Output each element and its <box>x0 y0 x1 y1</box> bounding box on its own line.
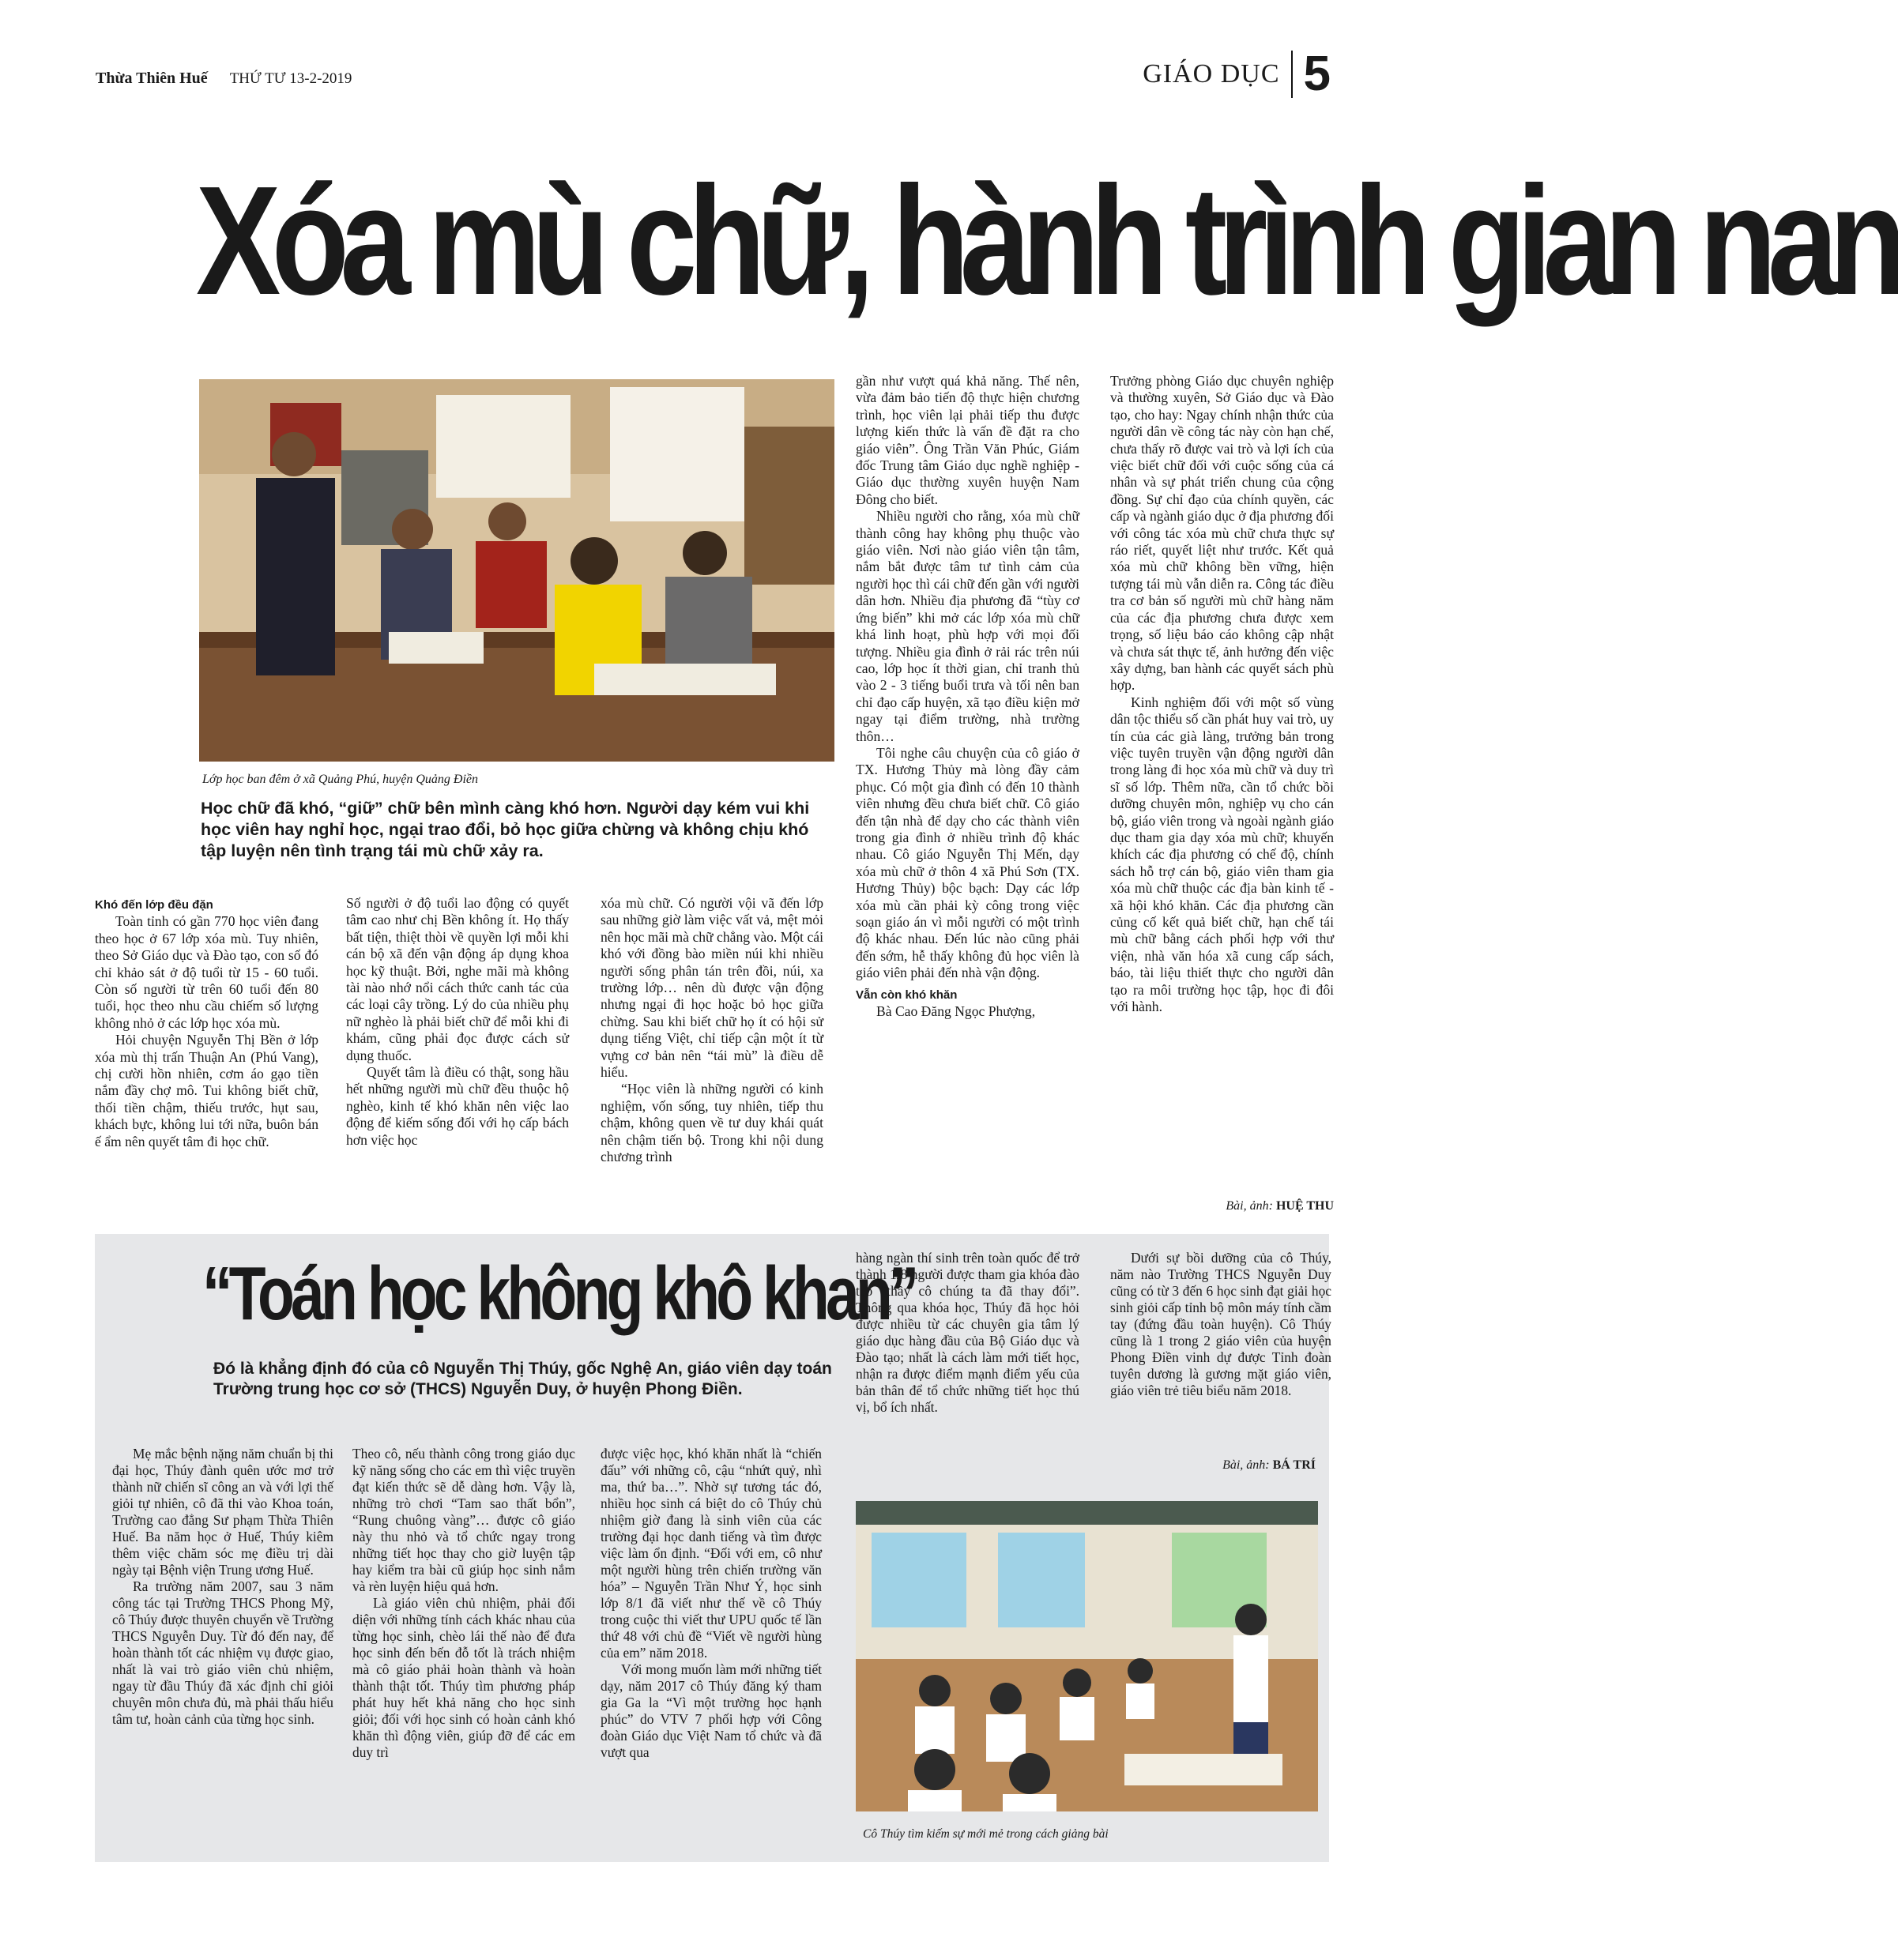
article1-headline: Xóa mù chữ, hành trình gian nan <box>196 154 1898 327</box>
subheading: Khó đến lớp đều đặn <box>95 898 213 912</box>
article1-photo-caption: Lớp học ban đêm ở xã Quảng Phú, huyện Quảng Điền <box>202 773 479 786</box>
article1-column-2 <box>346 895 569 1221</box>
article1-column-4 <box>856 373 1079 1221</box>
article2-column-3 <box>601 1446 822 1845</box>
paper-name: Thừa Thiên Huế <box>96 70 208 87</box>
article1-column-5 <box>1110 373 1334 1197</box>
section-header <box>1143 46 1331 102</box>
paragraph: Nhiều người cho rằng, xóa mù chữ thành công hay không phụ thuộc vào giáo viên. Nơi nào giáo viên tận tâm, nắm bắt được tâm tư tình cảm của người học thì cái chữ đến gần với người dân hơn. Nhiều địa phương đã “tùy cơ ứng biến” khi mở các lớp xóa mù chữ khá linh hoạt, phù hợp với mọi đối tượng. Nhiều gia đình ở rải rác trên núi cao, lớp học ít thời gian, chỉ tranh thủ vào 2 - 3 tiếng buổi trưa và tối nên ban chỉ đạo cấp huyện, xã tạo điều kiện mở ngay tại điểm trường, nhà trường thôn… <box>856 508 1079 744</box>
paragraph: xóa mù chữ. Có người vội vã đến lớp sau những giờ làm việc vất vả, mệt mỏi nên học mãi mà chữ chẳng vào. Một cái khó với đồng bào miền núi khi nhiều người sống phân tán trên đồi, núi, xa trường lớp… nên dù được vận động nhưng ngại đi học hoặc bỏ học giữa chừng. Sau khi biết chữ họ ít có hội sử dụng tiếng Việt, chỉ tiếp cận một ít từ vựng cơ bản nên “tái mù” là điều dễ hiểu. <box>601 895 823 1081</box>
paragraph: Mẹ mắc bệnh nặng năm chuẩn bị thi đại học, Thúy đành quên ước mơ trở thành nữ chiến sĩ công an và với lợi thế giỏi tự nhiên, cô đã thi vào Khoa toán, Trường cao đẳng Sư phạm Thừa Thiên Huế. Ba năm học ở Huế, Thúy kiêm thêm việc chăm sóc mẹ điều trị dài ngày tại Bệnh viện Trung ương Huế. <box>112 1446 333 1578</box>
article2-photo-caption: Cô Thúy tìm kiếm sự mới mẻ trong cách giảng bài <box>863 1827 1109 1841</box>
article2-column-4 <box>856 1250 1079 1483</box>
paragraph: Ra trường năm 2007, sau 3 năm công tác tại Trường THCS Phong Mỹ, cô Thúy được thuyên chuyển về Trường THCS Nguyễn Duy. Từ đó đến nay, để hoàn thành tốt các nhiệm vụ được giao, nhất là vai trò giáo viên chủ nhiệm, ngay từ đầu Thúy đã xác định chỉ giỏi chuyên môn chưa đủ, mà phải thấu hiểu tâm tư, hoàn cảnh của từng học sinh. <box>112 1578 333 1727</box>
paragraph: hàng ngàn thí sinh trên toàn quốc để trở thành 1/8 người được tham gia khóa đào tạo “thầy cô chúng ta đã thay đổi”. Thông qua khóa học, Thúy đã học hỏi được nhiều từ các chuyên gia tâm lý giáo dục hàng đầu của Bộ Giáo dục và Đào tạo; nhất là cách làm mới tiết học, nhận ra được điểm mạnh điểm yếu của bản thân để tổ chức những tiết học thú vị, bổ ích nhất. <box>856 1250 1079 1415</box>
section-divider <box>1291 51 1293 98</box>
paragraph: “Học viên là những người có kinh nghiệm, vốn sống, tuy nhiên, tiếp thu chậm, không quen về tư duy khái quát nên chậm tiến bộ. Trong khi nội dung chương trình <box>601 1081 823 1165</box>
article2-column-2 <box>352 1446 575 1845</box>
paragraph: được việc học, khó khăn nhất là “chiến đấu” với những cô, cậu “nhứt quỷ, nhì ma, thứ ba…”. Nhờ sự tương tác đó, nhiều học sinh cá biệt do cô Thúy chủ nhiệm giờ đang là sinh viên của các trường đại học danh tiếng và tìm được việc làm ổn định. “Đối với em, cô như một người hùng trên chiến trường văn hóa” – Nguyễn Trần Như Ý, học sinh lớp 8/1 đã viết như thế về cô Thúy trong cuộc thi viết thư UPU quốc tế lần thứ 48 với chủ đề “Viết về người hùng của em” năm 2018. <box>601 1446 822 1661</box>
paragraph: Dưới sự bồi dưỡng của cô Thúy, năm nào Trường THCS Nguyễn Duy cũng có từ 3 đến 6 học sinh đạt giải học sinh giỏi cấp tỉnh bộ môn máy tính cầm tay (đứng đầu toàn huyện). Cô Thúy cũng là 1 trong 2 giáo viên của huyện Phong Điền vinh dự được Tỉnh đoàn tuyên dương là gương mặt giáo viên, giáo viên trẻ tiêu biểu năm 2018. <box>1110 1250 1331 1398</box>
article1-byline <box>1110 1199 1334 1213</box>
masthead <box>96 70 352 88</box>
byline-label: Bài, ảnh: <box>1222 1458 1270 1472</box>
article1-photo <box>199 379 834 762</box>
article1-lead: Học chữ đã khó, “giữ” chữ bên mình càng khó hơn. Người dạy kém vui khi học viên hay nghỉ học, ngại trao đổi, bỏ học giữa chừng và không chịu khó tập luyện nên tình trạng tái mù chữ xảy ra. <box>201 799 810 860</box>
issue-date: THỨ TƯ 13-2-2019 <box>229 70 352 87</box>
night-class-illustration <box>199 379 834 762</box>
paragraph: Quyết tâm là điều có thật, song hầu hết những người mù chữ đều thuộc hộ nghèo, kinh tế khó khăn nên việc lao động để kiếm sống đối với họ cấp bách hơn việc học <box>346 1064 569 1148</box>
article2-lead: Đó là khẳng định đó của cô Nguyễn Thị Thúy, gốc Nghệ An, giáo viên dạy toán Trường trung học cơ sở (THCS) Nguyễn Duy, ở huyện Phong Điền. <box>213 1360 832 1398</box>
paragraph: Là giáo viên chủ nhiệm, phải đối diện với những tính cách khác nhau của từng học sinh, chèo lái thế nào để đưa học sinh đến bến đỗ tốt là trách nhiệm mà cô giáo phải hoàn thành và hoàn thành thật tốt. Thúy tìm phương pháp phát huy hết khả năng cho học sinh giỏi; đối với học sinh có hoàn cảnh khó khăn thì động viên, giúp đỡ để các em duy trì <box>352 1595 575 1760</box>
paragraph: Theo cô, nếu thành công trong giáo dục kỹ năng sống cho các em thì việc truyền đạt kiến thức sẽ dễ dàng hơn. Vậy là, những trò chơi “Tam sao thất bổn”, “Rung chuông vàng”… được cô giáo này thu nhỏ và tổ chức ngay trong những tiết học thay cho giờ luyện tập hay kiểm tra bài cũ giúp học sinh nắm và rèn luyện hiệu quả hơn. <box>352 1446 575 1594</box>
classroom-illustration <box>856 1501 1318 1811</box>
page-number: 5 <box>1303 47 1331 101</box>
subheading: Vẫn còn khó khăn <box>856 988 958 1002</box>
paragraph: Với mong muốn làm mới những tiết dạy, năm 2017 cô Thúy đăng ký tham gia Ga la “Vì một trường học hạnh phúc” do VTV 7 phối hợp với Công đoàn Giáo dục Việt Nam tổ chức và đã vượt qua <box>601 1661 822 1760</box>
article1-column-1 <box>95 897 318 1221</box>
paragraph: Toàn tỉnh có gần 770 học viên đang theo học ở 67 lớp xóa mù. Tuy nhiên, theo Sở Giáo dục và Đào tạo, con số đó chỉ khảo sát ở độ tuổi từ 15 - 60 tuổi. Còn số người từ trên 60 tuổi đến 80 tuổi, học theo nhu cầu chiếm số lượng không nhỏ ở các lớp học xóa mù. <box>95 913 318 1031</box>
article2-photo <box>856 1501 1318 1811</box>
byline-author: BÁ TRÍ <box>1272 1458 1316 1472</box>
byline-label: Bài, ảnh: <box>1226 1199 1273 1213</box>
article2-headline: “Toán học không khô khan” <box>202 1251 916 1336</box>
article1-column-3 <box>601 895 823 1221</box>
paragraph: Tôi nghe câu chuyện của cô giáo ở TX. Hương Thủy mà lòng đầy cảm phục. Có một gia đình có đến 10 thành viên nhưng đều chưa biết chữ. Cô giáo đến tận nhà để dạy cho các thành viên trong gia đình ở nhiều trình độ khác nhau. Cô giáo Nguyễn Thị Mến, dạy xóa mù chữ ở thôn 4 xã Phú Sơn (TX. Hương Thủy) bộc bạch: Dạy các lớp xóa mù cần phải kỳ công trong việc soạn giáo án vì mỗi người có một trình độ khác nhau. Đến lúc nào cũng phải đến sớm, hễ thấy không đủ học viên là giáo viên phải đến nhà vận động. <box>856 744 1079 981</box>
paragraph: Hỏi chuyện Nguyễn Thị Bền ở lớp xóa mù thị trấn Thuận An (Phú Vang), chị cười hồn nhiên, cơm áo gạo tiền nắm đầy chợ mô. Tui không biết chữ, thối tiền chậm, thiếu trước, hụt sau, khách bực, không lui tới nữa, buôn bán ế ẩm nên quyết tâm đi học chữ. <box>95 1032 318 1149</box>
paragraph: Trưởng phòng Giáo dục chuyên nghiệp và thường xuyên, Sở Giáo dục và Đào tạo, cho hay: Ngay chính nhận thức của người dân về công tác này còn hạn chế, chưa thấy rõ được vai trò và lợi ích của việc biết chữ đối với cuộc sống của cá nhân và sự phát triển chung của cộng đồng. Sự chỉ đạo của chính quyền, các cấp và ngành giáo dục ở địa phương đối với công tác xóa mù chữ chưa thực sự ráo riết, quyết liệt như trước. Kết quả xóa mù chữ không bền vững, hiện tượng tái mù vẫn diễn ra. Công tác điều tra cơ bản số người mù chữ hàng năm của các địa phương chưa được xem trọng, số liệu báo cáo không cập nhật và chưa sát thực tế, ảnh hưởng đến việc xây dựng, ban hành các quyết sách phù hợp. <box>1110 373 1334 694</box>
article2-byline <box>1110 1458 1316 1473</box>
section-name: GIÁO DỤC <box>1143 58 1280 88</box>
article2-column-5 <box>1110 1250 1331 1462</box>
paragraph: Số người ở độ tuổi lao động có quyết tâm cao như chị Bền không ít. Họ thấy bất tiện, thiệt thòi về quyền lợi mỗi khi cán bộ xã đến vận động áp dụng khoa học kỹ thuật. Bởi, nghe mãi mà không tài nào nhớ nổi cách thức canh tác của các loại cây trồng. Lý do của nhiều phụ nữ nghèo là phải biết chữ để mỗi khi đi khám, cũng phải đọc được cách sử dụng thuốc. <box>346 895 569 1063</box>
paragraph: gần như vượt quá khả năng. Thế nên, vừa đảm bảo tiến độ thực hiện chương trình, học viên lại phải tiếp thu được lượng kiến thức là vấn đề đặt ra cho giáo viên”. Ông Trần Văn Phúc, Giám đốc Trung tâm Giáo dục nghề nghiệp - Giáo dục thường xuyên huyện Nam Đông cho biết. <box>856 373 1079 507</box>
byline-author: HUỆ THU <box>1275 1199 1334 1213</box>
paragraph: Bà Cao Đăng Ngọc Phượng, <box>876 1003 1036 1020</box>
article2-column-1 <box>112 1446 333 1845</box>
paragraph: Kinh nghiệm đối với một số vùng dân tộc thiểu số cần phát huy vai trò, uy tín của các già làng, trưởng bản trong việc tuyên truyền vận động người dân trong làng đi học xóa mù chữ và duy trì sĩ số lớp. Thêm nữa, cần tổ chức bồi dưỡng chuyên môn, nghiệp vụ cho cán bộ, giáo viên trong và ngoài ngành giáo dục tham gia dạy xóa mù chữ; khuyến khích các địa phương có chế độ, chính sách hỗ trợ cán bộ, giáo viên tham gia xóa mù chữ thuộc các địa bàn kinh tế - xã hội khó khăn. Các địa phương cần củng cố kết quả biết chữ, hạn chế tái mù chữ bằng cách phối hợp với thư viện, nhà văn hóa xã cung cấp sách, báo, tài liệu thiết thực cho người dân tạo ra môi trường học tập, học đi đôi với hành. <box>1110 694 1334 1015</box>
